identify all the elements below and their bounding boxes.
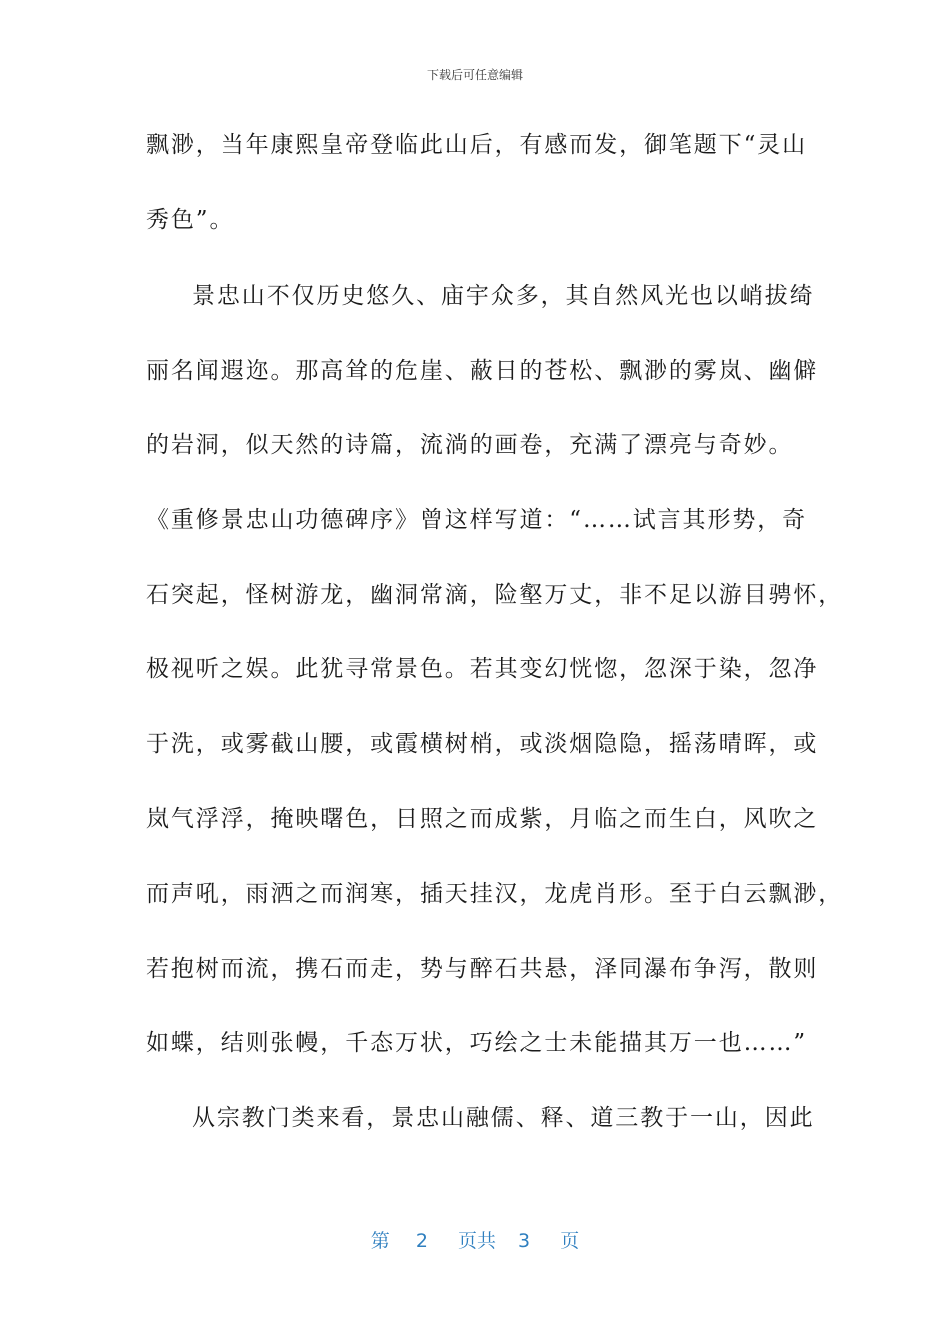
- total-pages-number: 3: [518, 1230, 531, 1252]
- body-line: 《重修景忠山功德碑序》曾这样写道：“……试言其形势，奇: [146, 507, 808, 533]
- page-number-footer: [0, 1226, 950, 1253]
- page-label-prefix: 第: [370, 1230, 390, 1252]
- body-line: 而声吼，雨洒之而润寒，插天挂汉，龙虎肖形。至于白云飘渺，: [146, 881, 844, 907]
- body-line: 从宗教门类来看，景忠山融儒、释、道三教于一山，因此: [192, 1105, 815, 1131]
- body-line: 如蝶，结则张幔，千态万状，巧绘之士未能描其万一也……”: [146, 1030, 808, 1056]
- body-line: 秀色”。: [146, 207, 235, 233]
- page-label-mid: 页共: [457, 1230, 496, 1252]
- page-label-suffix: 页: [560, 1230, 580, 1252]
- body-line: 于洗，或雾截山腰，或霞横树梢，或淡烟隐隐，摇荡晴晖，或: [146, 731, 819, 757]
- body-line: 极视听之娱。此犹寻常景色。若其变幻恍惚，忽深于染，忽净: [146, 656, 819, 682]
- body-line: 石突起，怪树游龙，幽洞常滴，险壑万丈，非不足以游目骋怀，: [146, 582, 844, 608]
- body-line: 景忠山不仅历史悠久、庙宇众多，其自然风光也以峭拔绮: [192, 283, 815, 309]
- body-line: 岚气浮浮，掩映曙色，日照之而成紫，月临之而生白，风吹之: [146, 806, 819, 832]
- body-line: 的岩洞，似天然的诗篇，流淌的画卷，充满了漂亮与奇妙。: [146, 432, 794, 458]
- body-line: 飘渺，当年康熙皇帝登临此山后，有感而发，御笔题下“灵山: [146, 132, 808, 158]
- page-header-note: 下载后可任意编辑: [426, 68, 523, 82]
- current-page-number: 2: [415, 1230, 428, 1252]
- body-line: 丽名闻遐迩。那高耸的危崖、蔽日的苍松、飘渺的雾岚、幽僻: [146, 358, 819, 384]
- body-line: 若抱树而流，携石而走，势与醉石共悬，泽同瀑布争泻，散则: [146, 956, 819, 982]
